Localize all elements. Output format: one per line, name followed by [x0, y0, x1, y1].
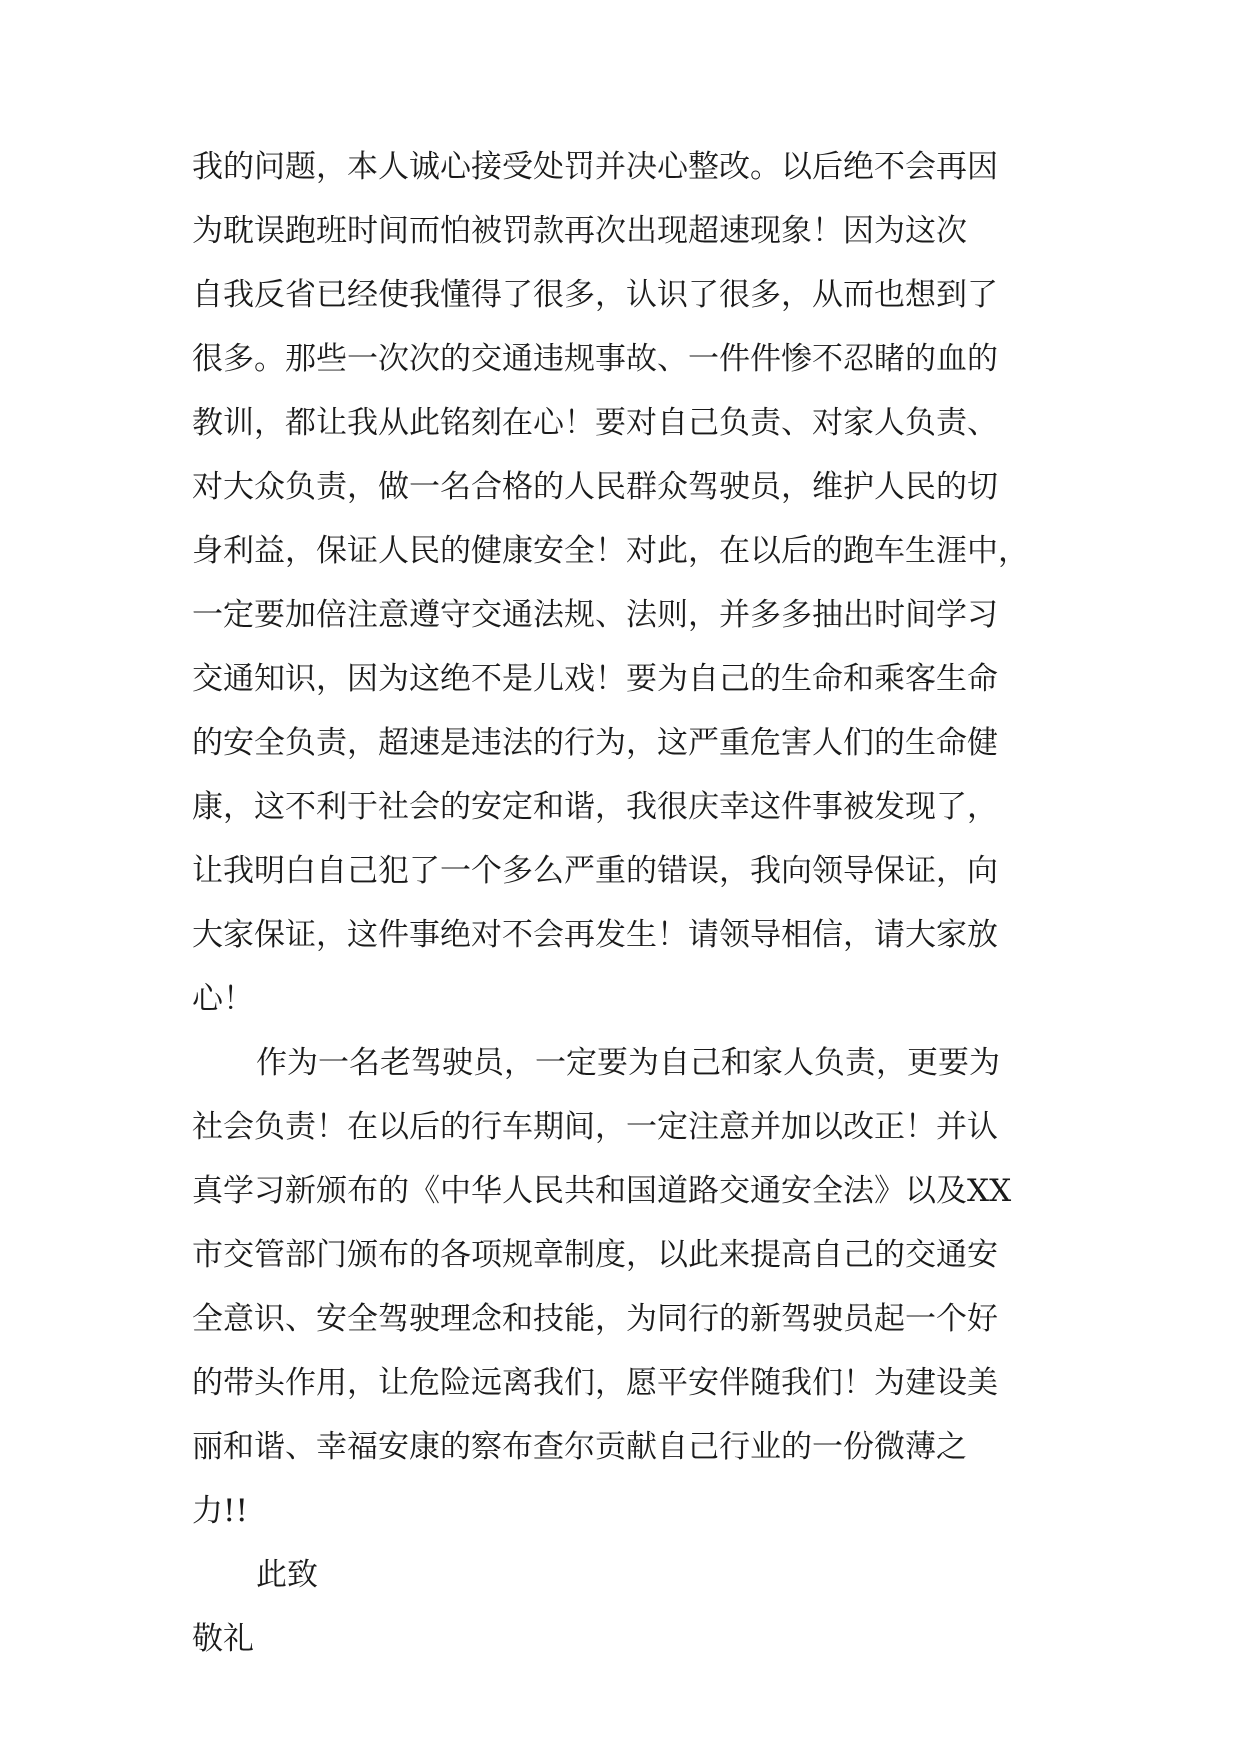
text-line: 真学习新颁布的《中华人民共和国道路交通安全法》以及XX [192, 1173, 1012, 1209]
text-line: 市交管部门颁布的各项规章制度，以此来提高自己的交通安 [192, 1237, 998, 1273]
text-line: 为耽误跑班时间而怕被罚款再次出现超速现象！因为这次 [192, 213, 967, 249]
text-line: 作为一名老驾驶员，一定要为自己和家人负责，更要为 [256, 1045, 1000, 1081]
text-line: 教训，都让我从此铭刻在心！要对自己负责、对家人负责、 [192, 405, 998, 441]
text-line: 一定要加倍注意遵守交通法规、法则，并多多抽出时间学习 [192, 597, 998, 633]
text-line: 大家保证，这件事绝对不会再发生！请领导相信，请大家放 [192, 917, 998, 953]
text-line: 很多。那些一次次的交通违规事故、一件件惨不忍睹的血的 [192, 341, 998, 377]
text-line: 康，这不利于社会的安定和谐，我很庆幸这件事被发现了， [192, 789, 998, 825]
text-line: 身利益，保证人民的健康安全！对此，在以后的跑车生涯中， [192, 533, 1029, 569]
text-line: 对大众负责，做一名合格的人民群众驾驶员，维护人民的切 [192, 469, 998, 505]
salutation: 此致 [256, 1557, 318, 1593]
text-line: 力!! [192, 1493, 248, 1529]
text-line: 我的问题，本人诚心接受处罚并决心整改。以后绝不会再因 [192, 149, 998, 185]
text-line: 自我反省已经使我懂得了很多，认识了很多，从而也想到了 [192, 277, 998, 313]
text-line: 心！ [192, 981, 254, 1017]
text-line: 的带头作用，让危险远离我们，愿平安伴随我们！为建设美 [192, 1365, 998, 1401]
text-line: 全意识、安全驾驶理念和技能，为同行的新驾驶员起一个好 [192, 1301, 998, 1337]
text-line: 交通知识，因为这绝不是儿戏！要为自己的生命和乘客生命 [192, 661, 998, 697]
regards: 敬礼 [192, 1621, 254, 1657]
text-line: 的安全负责，超速是违法的行为，这严重危害人们的生命健 [192, 725, 998, 761]
text-line: 让我明白自己犯了一个多么严重的错误，我向领导保证，向 [192, 853, 998, 889]
text-line: 丽和谐、幸福安康的察布查尔贡献自己行业的一份微薄之 [192, 1429, 967, 1465]
text-line: 社会负责！在以后的行车期间，一定注意并加以改正！并认 [192, 1109, 998, 1145]
